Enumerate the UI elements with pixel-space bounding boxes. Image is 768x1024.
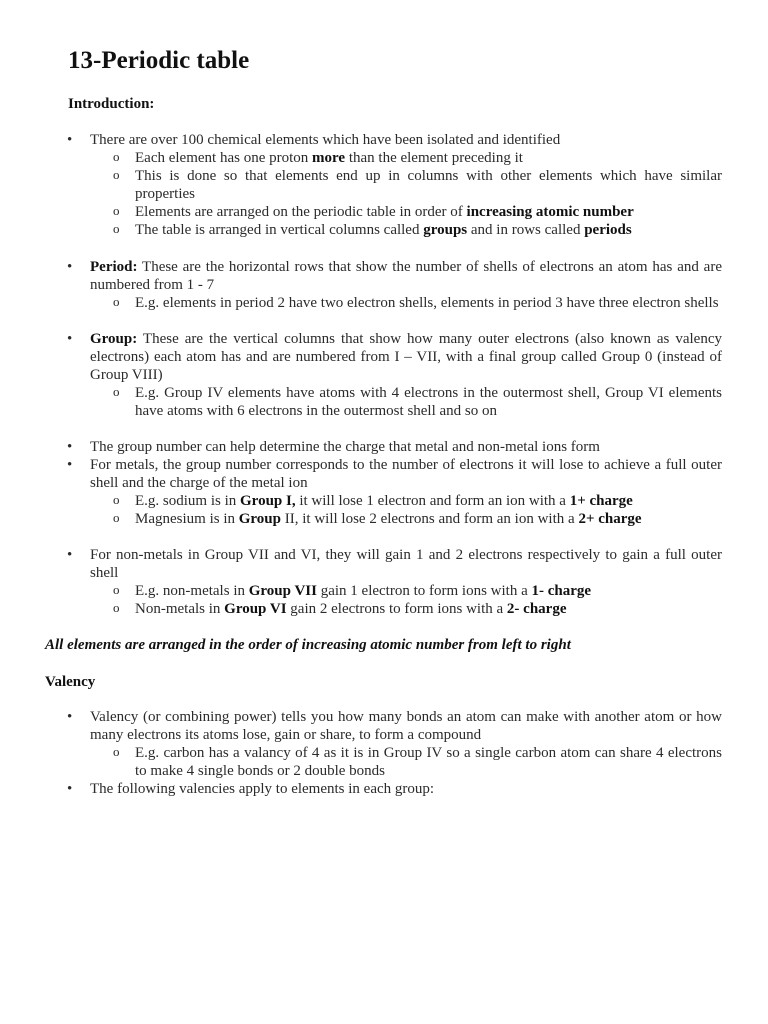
bullet-group-charges-metals (68, 438, 722, 528)
list-item: • There are over 100 chemical elements which have been isolated and identified (67, 132, 561, 148)
sub-bullet-icon: o (113, 744, 120, 759)
sub-list-item: o This is done so that elements end up in columns with other elements which have similar properties (113, 167, 722, 202)
key-note: All elements are arranged in the order of increasing atomic number from left to right (45, 637, 571, 653)
bullet-group-intro (68, 131, 722, 239)
bullet-icon: • (67, 132, 73, 148)
list-item: • The group number can help determine the charge that metal and non-metal ions form (67, 439, 600, 455)
sub-list-item: o E.g. elements in period 2 have two electron shells, elements in period 3 have three electron shells (113, 294, 719, 311)
introduction-heading: Introduction: (68, 96, 155, 112)
sub-bullet-icon: o (113, 384, 120, 399)
bullet-group-nonmetals (68, 546, 722, 618)
sub-bullet-icon: o (113, 203, 120, 218)
sub-list-item: o E.g. non-metals in Group VII gain 1 electron to form ions with a 1- charge (113, 582, 592, 599)
sub-list-item: o E.g. carbon has a valancy of 4 as it is in Group IV so a single carbon atom can share 4 electrons to make 4 single bonds or 2 double bonds (113, 744, 722, 779)
list-item: • For non-metals in Group VII and VI, they will gain 1 and 2 electrons respectively to gain a full outer shell (67, 547, 722, 581)
sub-list-item: o E.g. sodium is in Group I, it will lose 1 electron and form an ion with a 1+ charge (113, 492, 633, 509)
sub-list-item: o The table is arranged in vertical columns called groups and in rows called periods (113, 221, 632, 238)
bullet-icon: • (67, 331, 73, 347)
bullet-icon: • (67, 457, 73, 473)
sub-bullet-icon: o (113, 600, 120, 615)
sub-list-item: o Elements are arranged on the periodic table in order of increasing atomic number (113, 203, 634, 220)
valency-heading: Valency (45, 674, 96, 690)
sub-list-item: o Non-metals in Group VI gain 2 electrons to form ions with a 2- charge (113, 600, 567, 617)
sub-list-item: o Magnesium is in Group II, it will lose 2 electrons and form an ion with a 2+ charge (113, 510, 642, 527)
bullet-icon: • (67, 547, 73, 563)
list-item: • For metals, the group number corresponds to the number of electrons it will lose to achieve a full outer shell and the charge of the metal ion (67, 457, 722, 491)
list-item: • The following valencies apply to elements in each group: (67, 781, 435, 797)
bullet-group-valency (68, 708, 722, 798)
page-title: 13-Periodic table (68, 47, 250, 74)
bullet-icon: • (67, 709, 73, 725)
sub-list-item: o E.g. Group IV elements have atoms with 4 electrons in the outermost shell, Group VI elements have atoms with 6 electrons in the outermost shell and so on (113, 384, 722, 419)
list-item: • Group: These are the vertical columns that show how many outer electrons (also known as valency electrons) each atom has and are numbered from I – VII, with a final group called Group 0 (instead of Group VIII) (67, 331, 722, 383)
bullet-icon: • (67, 781, 73, 797)
bullet-icon: • (67, 259, 73, 275)
sub-bullet-icon: o (113, 221, 120, 236)
sub-bullet-icon: o (113, 294, 120, 309)
bullet-group-period (68, 258, 722, 312)
sub-bullet-icon: o (113, 167, 120, 182)
sub-bullet-icon: o (113, 582, 120, 597)
list-item: • Period: These are the horizontal rows that show the number of shells of electrons an atom has and are numbered from 1 - 7 (67, 259, 722, 293)
sub-bullet-icon: o (113, 149, 120, 164)
bullet-icon: • (67, 439, 73, 455)
bullet-group-group (68, 330, 722, 420)
sub-list-item: o Each element has one proton more than the element preceding it (113, 149, 523, 166)
sub-bullet-icon: o (113, 492, 120, 507)
sub-bullet-icon: o (113, 510, 120, 525)
list-item: • Valency (or combining power) tells you how many bonds an atom can make with another atom or how many electrons its atoms lose, gain or share, to form a compound (67, 709, 722, 743)
